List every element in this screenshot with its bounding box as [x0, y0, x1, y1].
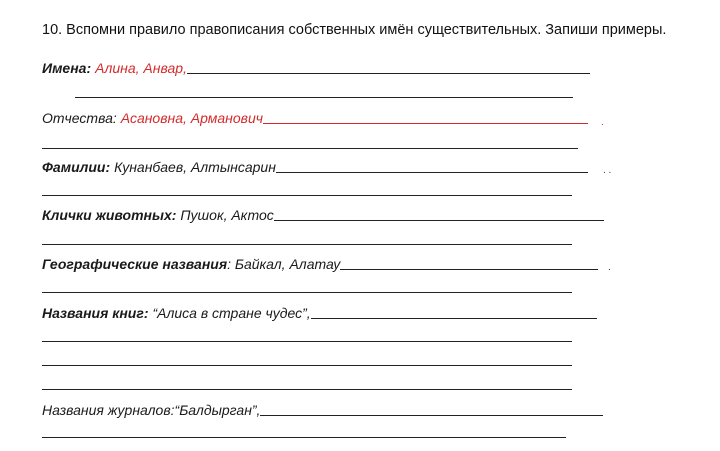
answer-line: [311, 318, 597, 319]
stray-mark: . .: [603, 165, 612, 176]
row-surnames: [42, 159, 588, 175]
value-names: Алина, Анвар,: [95, 60, 187, 76]
answer-line: [340, 269, 598, 270]
row-pet-names: [42, 207, 604, 223]
task-title: 10. Вспомни правило правописания собственных имён существительных. Запиши примеры.: [42, 22, 667, 38]
label-pet-names: Клички животных:: [42, 207, 177, 223]
row-geographic-names: [42, 256, 598, 272]
value-patronymics: Асановна, Арманович: [120, 110, 263, 126]
row-names: [42, 60, 590, 76]
label-patronymics: Отчества:: [42, 110, 117, 126]
answer-line: [274, 220, 604, 221]
value-book-titles: “Алиса в стране чудес”,: [152, 305, 311, 321]
answer-line: [42, 195, 572, 196]
answer-line: [260, 415, 603, 416]
row-patronymics: [42, 110, 588, 126]
answer-line: [42, 341, 572, 342]
answer-line: [42, 244, 572, 245]
answer-line: [42, 148, 578, 149]
answer-line: [75, 97, 573, 98]
label-geographic-names: Географические названия: [42, 256, 228, 272]
answer-line: [187, 73, 590, 74]
answer-line: [42, 437, 566, 438]
stray-mark: .: [608, 262, 611, 273]
label-names: Имена:: [42, 60, 92, 76]
label-magazine-titles: Названия журналов:: [42, 402, 175, 418]
answer-line: [276, 172, 588, 173]
stray-mark: .: [601, 117, 604, 128]
label-book-titles: Названия книг:: [42, 305, 149, 321]
row-book-titles: [42, 305, 597, 321]
value-geographic-names: : Байкал, Алатау: [227, 256, 341, 272]
value-surnames: Кунанбаев, Алтынсарин: [114, 159, 276, 175]
row-magazine-titles: [42, 402, 603, 418]
answer-line: [42, 389, 572, 390]
answer-line: [42, 292, 572, 293]
value-magazine-titles: “Балдырган”,: [174, 402, 261, 418]
value-pet-names: Пушок, Актос: [180, 207, 274, 223]
label-surnames: Фамилии:: [42, 159, 111, 175]
answer-line: [263, 123, 588, 124]
answer-line: [42, 365, 572, 366]
